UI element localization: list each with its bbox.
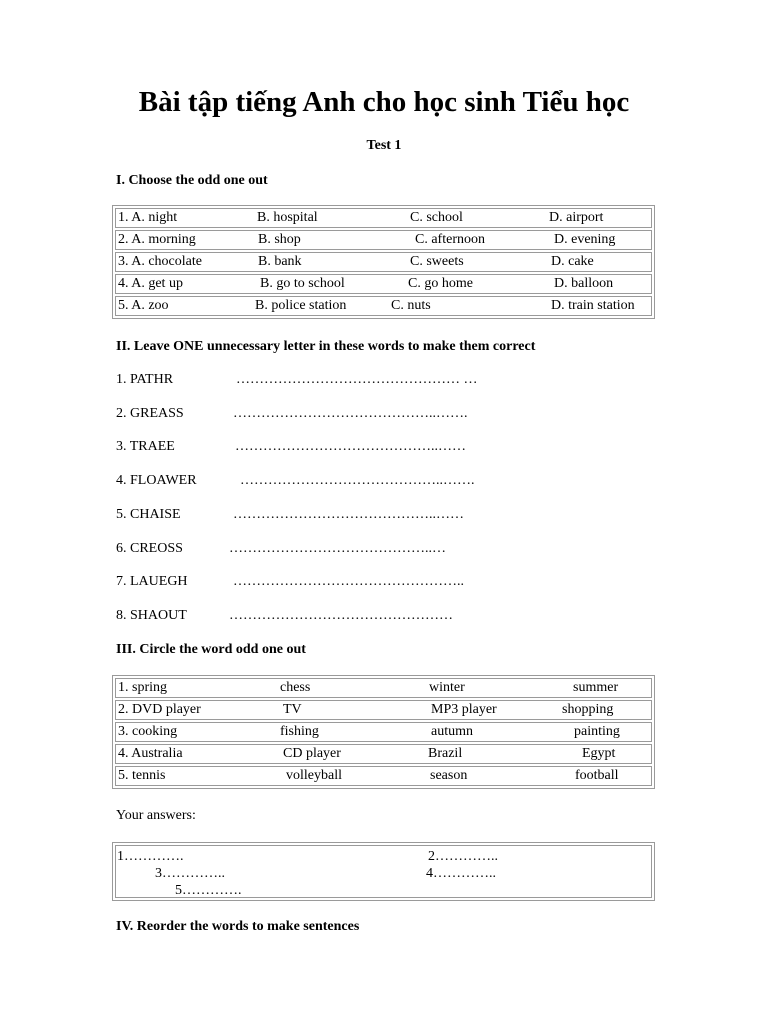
word-2: TV xyxy=(283,702,302,717)
answer-3: 3………….. xyxy=(155,866,225,881)
misspelled-word: 4. FLOAWER xyxy=(116,473,197,488)
option-d: D. balloon xyxy=(554,276,614,291)
option-d: D. train station xyxy=(551,298,635,313)
misspelled-word: 5. CHAISE xyxy=(116,507,181,522)
misspelled-word: 7. LAUEGH xyxy=(116,574,188,589)
word-4: summer xyxy=(573,680,619,695)
word-item xyxy=(116,507,536,525)
table-row xyxy=(115,230,652,250)
answer-blank: ……………………………………..… xyxy=(229,541,446,556)
option-c: C. afternoon xyxy=(415,232,485,247)
option-b: B. shop xyxy=(258,232,301,247)
option-b: B. bank xyxy=(258,254,302,269)
table-row xyxy=(115,274,652,294)
option-c: C. school xyxy=(410,210,463,225)
word-4: shopping xyxy=(562,702,614,717)
word-2: fishing xyxy=(280,724,319,739)
answer-2: 2………….. xyxy=(428,849,498,864)
circle-odd-table xyxy=(112,675,655,789)
answer-5: 5…………. xyxy=(175,883,242,898)
test-number: Test 1 xyxy=(366,138,402,153)
word-1: 3. cooking xyxy=(118,724,178,739)
option-c: C. nuts xyxy=(391,298,431,313)
word-item xyxy=(116,608,536,626)
answer-blank: ……………………………………..……. xyxy=(233,406,468,421)
page-title: Bài tập tiếng Anh cho học sinh Tiểu học xyxy=(138,86,630,118)
option-d: D. cake xyxy=(551,254,594,269)
word-4: Egypt xyxy=(582,746,616,761)
misspelled-word: 3. TRAEE xyxy=(116,439,175,454)
answer-blank: ……………………………………..…… xyxy=(233,507,464,522)
word-item xyxy=(116,406,536,424)
option-c: C. sweets xyxy=(410,254,464,269)
odd-one-out-table xyxy=(112,205,655,319)
word-2: volleyball xyxy=(286,768,342,783)
word-2: chess xyxy=(280,680,311,695)
table-row xyxy=(115,722,652,742)
table-cell xyxy=(115,678,652,698)
table-row xyxy=(115,252,652,272)
word-3: MP3 player xyxy=(431,702,497,717)
answer-4: 4………….. xyxy=(426,866,496,881)
misspelled-word: 1. PATHR xyxy=(116,372,174,387)
option-a: 5. A. zoo xyxy=(118,298,169,313)
table-row xyxy=(115,766,652,786)
word-item xyxy=(116,439,536,457)
answer-blank: ………………………………………… xyxy=(229,608,453,623)
section-2-heading: II. Leave ONE unnecessary letter in these words to make them correct xyxy=(116,339,536,354)
answer-1: 1…………. xyxy=(117,849,184,864)
option-d: D. evening xyxy=(554,232,616,247)
word-item xyxy=(116,372,536,390)
word-item xyxy=(116,473,536,491)
table-cell xyxy=(115,722,652,742)
table-row xyxy=(115,700,652,720)
word-4: football xyxy=(575,768,619,783)
option-b: B. hospital xyxy=(257,210,318,225)
option-a: 3. A. chocolate xyxy=(118,254,202,269)
word-item xyxy=(116,541,536,559)
option-b: B. police station xyxy=(255,298,347,313)
word-1: 1. spring xyxy=(118,680,167,695)
answer-blank: ………………………………………… … xyxy=(236,372,478,387)
table-cell xyxy=(115,252,652,272)
option-a: 2. A. morning xyxy=(118,232,196,247)
table-row xyxy=(115,208,652,228)
section-4-heading: IV. Reorder the words to make sentences xyxy=(116,919,360,934)
word-4: painting xyxy=(574,724,620,739)
word-1: 4. Australia xyxy=(118,746,183,761)
option-a: 1. A. night xyxy=(118,210,178,225)
answers-box xyxy=(112,842,655,901)
answers-box-inner xyxy=(115,845,652,898)
table-row xyxy=(115,296,652,316)
table-cell xyxy=(115,208,652,228)
section-1-heading: I. Choose the odd one out xyxy=(116,173,268,188)
word-3: Brazil xyxy=(428,746,463,761)
section-3-heading: III. Circle the word odd one out xyxy=(116,642,306,657)
word-3: winter xyxy=(429,680,465,695)
table-cell xyxy=(115,700,652,720)
table-row xyxy=(115,678,652,698)
misspelled-word: 8. SHAOUT xyxy=(116,608,187,623)
option-a: 4. A. get up xyxy=(118,276,183,291)
option-b: B. go to school xyxy=(260,276,345,291)
word-1: 5. tennis xyxy=(118,768,166,783)
answer-blank: ……………………………………..…… xyxy=(235,439,466,454)
table-row xyxy=(115,744,652,764)
misspelled-word: 2. GREASS xyxy=(116,406,184,421)
word-3: autumn xyxy=(431,724,473,739)
table-cell xyxy=(115,766,652,786)
word-1: 2. DVD player xyxy=(118,702,201,717)
option-d: D. airport xyxy=(549,210,604,225)
word-item xyxy=(116,574,536,592)
answer-blank: ………………………………………….. xyxy=(233,574,464,589)
table-cell xyxy=(115,230,652,250)
table-cell xyxy=(115,296,652,316)
answers-label: Your answers: xyxy=(116,808,196,823)
table-cell xyxy=(115,744,652,764)
table-cell xyxy=(115,274,652,294)
option-c: C. go home xyxy=(408,276,473,291)
misspelled-word: 6. CREOSS xyxy=(116,541,183,556)
word-2: CD player xyxy=(283,746,341,761)
word-3: season xyxy=(430,768,468,783)
answer-blank: ……………………………………..……. xyxy=(240,473,475,488)
